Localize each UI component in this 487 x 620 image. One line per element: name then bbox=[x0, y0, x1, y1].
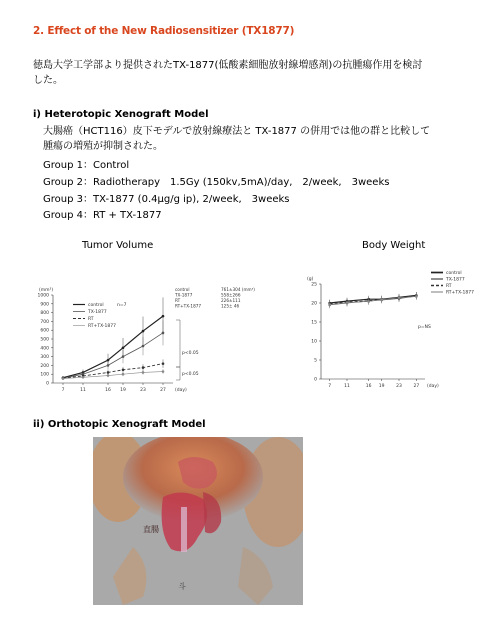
section-title: 2. Effect of the New Radiosensitizer (TX1877) bbox=[33, 25, 295, 37]
description-line: 大腸癌（HCT116）皮下モデルで放射線療法と TX-1877 の併用では他の群と比較して bbox=[43, 126, 431, 137]
y-tick-label: 800 bbox=[40, 311, 49, 317]
y-tick-label: 0 bbox=[46, 381, 49, 387]
legend-label: RT+TX-1877 bbox=[446, 290, 475, 296]
summary-name: RT bbox=[175, 298, 181, 303]
x-tick-label: 16 bbox=[105, 388, 111, 393]
photo-label-bottom: 斗 bbox=[178, 582, 186, 591]
data-point bbox=[142, 366, 145, 369]
heterotopic-description bbox=[43, 124, 483, 154]
y-tick-label: 5 bbox=[314, 358, 317, 364]
intro-line: した。 bbox=[33, 75, 63, 86]
y-tick-label: 15 bbox=[311, 320, 317, 326]
body-weight-title: Body Weight bbox=[362, 240, 426, 251]
x-tick-label: 11 bbox=[80, 388, 86, 393]
y-tick-label: 10 bbox=[311, 339, 317, 345]
weight-chart-series bbox=[328, 292, 417, 308]
significance-bracket bbox=[176, 367, 180, 380]
y-tick-label: 700 bbox=[40, 319, 49, 325]
legend-label: control bbox=[446, 271, 462, 276]
data-point bbox=[346, 301, 349, 304]
intro-paragraph bbox=[33, 58, 473, 88]
data-point bbox=[142, 371, 145, 374]
data-point bbox=[328, 303, 331, 306]
legend-label: control bbox=[88, 303, 104, 308]
weight-chart-legend bbox=[431, 270, 474, 296]
series-line bbox=[63, 364, 163, 379]
y-tick-label: 400 bbox=[40, 346, 49, 352]
data-point bbox=[162, 332, 165, 335]
summary-value: 226±111 bbox=[221, 298, 241, 303]
group-1: Group 1：Control bbox=[43, 160, 130, 171]
data-point bbox=[122, 369, 125, 372]
y-tick-label: 600 bbox=[40, 328, 49, 334]
summary-name: control bbox=[175, 287, 190, 292]
x-tick-label: 19 bbox=[378, 384, 385, 389]
y-tick-label: 300 bbox=[40, 355, 49, 361]
tumor-chart-legend bbox=[73, 287, 255, 329]
y-tick-label: 900 bbox=[40, 302, 49, 308]
data-point bbox=[162, 370, 165, 373]
data-point bbox=[122, 347, 125, 350]
heterotopic-heading: i) Heterotopic Xenograft Model bbox=[33, 109, 209, 120]
y-tick-label: 1000 bbox=[37, 293, 49, 299]
tumor-volume-chart bbox=[33, 283, 273, 398]
y-tick-label: 500 bbox=[40, 337, 49, 343]
legend-label: RT bbox=[88, 317, 94, 322]
data-point bbox=[82, 376, 85, 379]
data-point bbox=[142, 345, 145, 348]
y-tick-label: 200 bbox=[40, 363, 49, 369]
intro-line: 徳島大学工学部より提供されたTX-1877(低酸素細胞放射線増感剤)の抗腫瘍作用を検討 bbox=[33, 60, 423, 71]
x-tick-label: 16 bbox=[365, 384, 372, 389]
x-tick-label: 7 bbox=[61, 388, 65, 393]
data-point bbox=[107, 364, 110, 367]
summary-value: 761±304 (mm³) bbox=[221, 287, 255, 292]
p-value-label: p<0.05 bbox=[182, 351, 199, 356]
x-tick-label: 23 bbox=[140, 388, 146, 393]
legend-label: RT+TX-1877 bbox=[88, 324, 117, 329]
data-point bbox=[162, 362, 165, 365]
data-point bbox=[62, 377, 65, 380]
legend-note: n=7 bbox=[117, 303, 127, 308]
y-tick-label: 0 bbox=[314, 377, 317, 383]
data-point bbox=[162, 315, 165, 318]
group-3: Group 3：TX-1877 (0.4μg/g ip), 2/week, 3weeks bbox=[43, 194, 290, 205]
data-point bbox=[107, 374, 110, 377]
body-weight-chart bbox=[305, 268, 485, 393]
group-4: Group 4：RT + TX-1877 bbox=[43, 210, 162, 221]
data-point bbox=[380, 298, 383, 301]
data-point bbox=[415, 295, 418, 298]
x-tick-label: 27 bbox=[413, 384, 420, 389]
weight-chart-annotations bbox=[418, 324, 431, 330]
legend-label: TX-1877 bbox=[446, 277, 465, 283]
legend-label: TX-1877 bbox=[88, 310, 107, 315]
data-point bbox=[122, 355, 125, 358]
tumor-chart-series bbox=[62, 297, 165, 380]
data-point bbox=[367, 300, 370, 303]
p-value-label: p<0.05 bbox=[182, 372, 199, 377]
orthotopic-photo bbox=[93, 437, 303, 605]
summary-value: 125± 46 bbox=[221, 303, 240, 309]
x-axis-label: (day) bbox=[175, 388, 187, 393]
y-axis-label: (mm³) bbox=[39, 288, 54, 293]
x-tick-label: 27 bbox=[160, 388, 166, 393]
y-tick-label: 20 bbox=[311, 301, 317, 307]
significance-bracket bbox=[176, 320, 180, 367]
weight-chart-axes bbox=[307, 276, 439, 389]
x-tick-label: 7 bbox=[328, 384, 332, 389]
y-tick-label: 100 bbox=[40, 372, 49, 378]
data-point bbox=[107, 371, 110, 374]
description-line: 腫瘍の増殖が抑制された。 bbox=[43, 141, 163, 152]
p-value-label: p=NS bbox=[418, 325, 431, 330]
tumor-chart-annotations bbox=[176, 320, 199, 380]
x-axis-label: (day) bbox=[427, 384, 439, 389]
summary-value: 558±266 bbox=[221, 292, 241, 298]
legend-label: RT bbox=[446, 284, 452, 289]
y-tick-label: 25 bbox=[311, 282, 317, 288]
data-point bbox=[142, 330, 145, 333]
summary-name: RT+TX-1877 bbox=[175, 303, 202, 309]
x-tick-label: 19 bbox=[120, 388, 126, 393]
series-line bbox=[330, 295, 417, 303]
data-point bbox=[122, 373, 125, 376]
x-tick-label: 23 bbox=[396, 384, 402, 389]
orthotopic-heading: ii) Orthotopic Xenograft Model bbox=[33, 419, 206, 430]
y-axis-label: (g) bbox=[307, 277, 314, 282]
x-tick-label: 11 bbox=[344, 384, 350, 389]
summary-name: TX-1877 bbox=[175, 292, 193, 298]
specimen-image bbox=[93, 437, 303, 605]
tumor-volume-title: Tumor Volume bbox=[82, 240, 154, 251]
group-2: Group 2：Radiotherapy 1.5Gy (150kv,5mA)/day, 2/week, 3weeks bbox=[43, 177, 390, 188]
photo-label-rectum: 直腸 bbox=[143, 525, 159, 534]
tumor-chart-axes bbox=[38, 287, 187, 393]
data-point bbox=[398, 296, 401, 299]
